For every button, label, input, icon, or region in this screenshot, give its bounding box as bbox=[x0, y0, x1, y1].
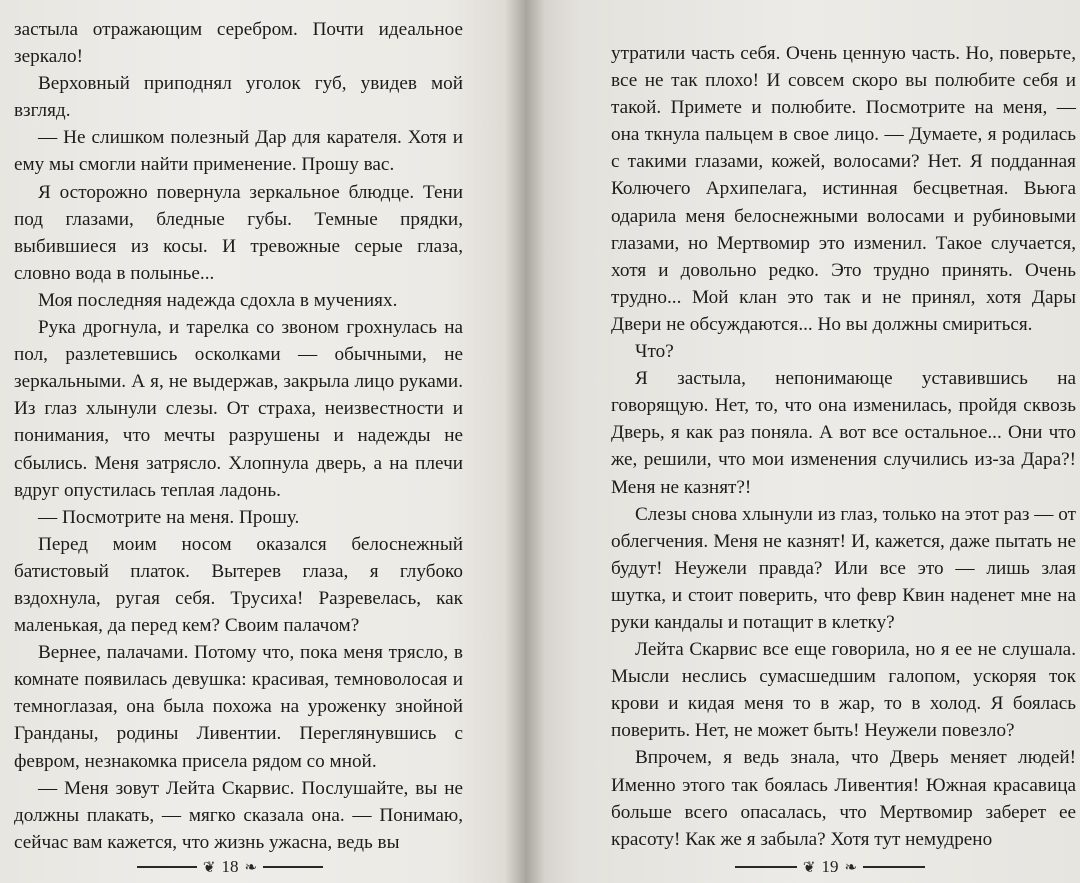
paragraph: утратили часть себя. Очень ценную часть. Но, поверьте, все не так плохо! И совсем скоро вы полюбите себя и такой. Примете и полюбите. Посмотрите на меня, — она ткнула пальцем в свое лицо. — Думаете, я родилась с такими глазами, кожей, волосами? Нет. Я подданная Колючего Архипелага, истинная бесцветная. Вьюга одарила меня белоснежными волосами и рубиновыми глазами, но Мертвомир это изменил. Такое случается, хотя и довольно редко. Это трудно принять. Очень трудно... Мой клан это так и не принял, хотя Дары Двери не обсуждаются... Но вы должны смириться. bbox=[611, 43, 1076, 335]
folio-rule bbox=[735, 866, 797, 868]
paragraph: Что? bbox=[635, 341, 674, 363]
ornament-icon: ❧ bbox=[244, 859, 258, 876]
folio-rule bbox=[137, 866, 197, 868]
paragraph: Рука дрогнула, и тарелка со звоном грохнулась на пол, разлетевшись осколками — обычными, не зеркальными. А я, не выдержав, закрыла лицо руками. Из глаз хлынули слезы. От страха, неизвестности и понимания, что мечты разрушены и надежды не сбылись. Меня затрясло. Хлопнула дверь, а на плечи вдруг опустилась теплая ладонь. bbox=[14, 317, 463, 501]
paragraph: — Меня зовут Лейта Скарвис. Послушайте, вы не должны плакать, — мягко сказала она. — Понимаю, сейчас вам кажется, что жизнь ужасна, ведь вы bbox=[14, 777, 463, 853]
paragraph: Лейта Скарвис все еще говорила, но я ее не слушала. Мысли неслись сумасшедшим галопом, ускоряя ток крови и кидая меня то в жар, то в холод. Я боялась поверить. Нет, не может быть! Неужели повезло? bbox=[611, 639, 1076, 742]
page-number: 18 bbox=[221, 857, 239, 876]
paragraph: — Посмотрите на меня. Прошу. bbox=[38, 506, 300, 528]
paragraph: Я осторожно повернула зеркальное блюдце. Тени под глазами, бледные губы. Темные прядки, выбившиеся из косы. И тревожные серые глаза, словно вода в полынье... bbox=[14, 181, 463, 284]
paragraph: застыла отражающим серебром. Почти идеальное зеркало! bbox=[14, 19, 463, 68]
left-page bbox=[0, 0, 525, 883]
page-number-footer bbox=[120, 857, 340, 877]
page-number: 19 bbox=[821, 857, 839, 876]
left-page-text bbox=[14, 16, 463, 856]
folio-rule bbox=[263, 866, 323, 868]
ornament-icon: ❦ bbox=[202, 859, 216, 876]
right-page bbox=[525, 0, 1080, 883]
folio-rule bbox=[863, 866, 925, 868]
paragraph: Я застыла, непонимающе уставившись на говорящую. Нет, то, что она изменилась, пройдя сквозь Дверь, я как раз поняла. А вот все остальное... Они что же, решили, что мои изменения случились из-за Дара?! Меня не казнят?! bbox=[611, 368, 1076, 498]
paragraph: Впрочем, я ведь знала, что Дверь меняет людей! Именно этого так боялась Ливентия! Южная красавица больше всего опасалась, что Мертвомир заберет ее красоту! Как же я забыла? Хотя тут немудрено bbox=[611, 747, 1076, 850]
paragraph: Моя последняя надежда сдохла в мучениях. bbox=[38, 289, 398, 311]
paragraph: Перед моим носом оказался белоснежный батистовый платок. Вытерев глаза, я глубоко вздохнула, ругая себя. Трусиха! Разревелась, как маленькая, да перед кем? Своим палачом? bbox=[14, 533, 463, 637]
page-number-footer bbox=[715, 857, 945, 877]
ornament-icon: ❦ bbox=[802, 859, 816, 876]
right-page-text bbox=[611, 40, 1076, 853]
ornament-icon: ❧ bbox=[844, 859, 858, 876]
paragraph: Слезы снова хлынули из глаз, только на этот раз — от облегчения. Меня не казнят! И, кажется, даже пытать не будут! Неужели правда? Или все это — лишь злая шутка, и стоит поверить, что февр Квин наденет мне на руки кандалы и потащит в клетку? bbox=[611, 503, 1076, 633]
paragraph: — Не слишком полезный Дар для карателя. Хотя и ему мы смогли найти применение. Прошу вас. bbox=[14, 127, 463, 176]
paragraph: Верховный приподнял уголок губ, увидев мой взгляд. bbox=[14, 73, 463, 122]
paragraph: Вернее, палачами. Потому что, пока меня трясло, в комнате появилась девушка: красивая, темноволосая и темноглазая, она была похожа на уроженку знойной Гранданы, родины Ливентии. Переглянувшись с февром, незнакомка присела рядом со мной. bbox=[14, 642, 463, 772]
